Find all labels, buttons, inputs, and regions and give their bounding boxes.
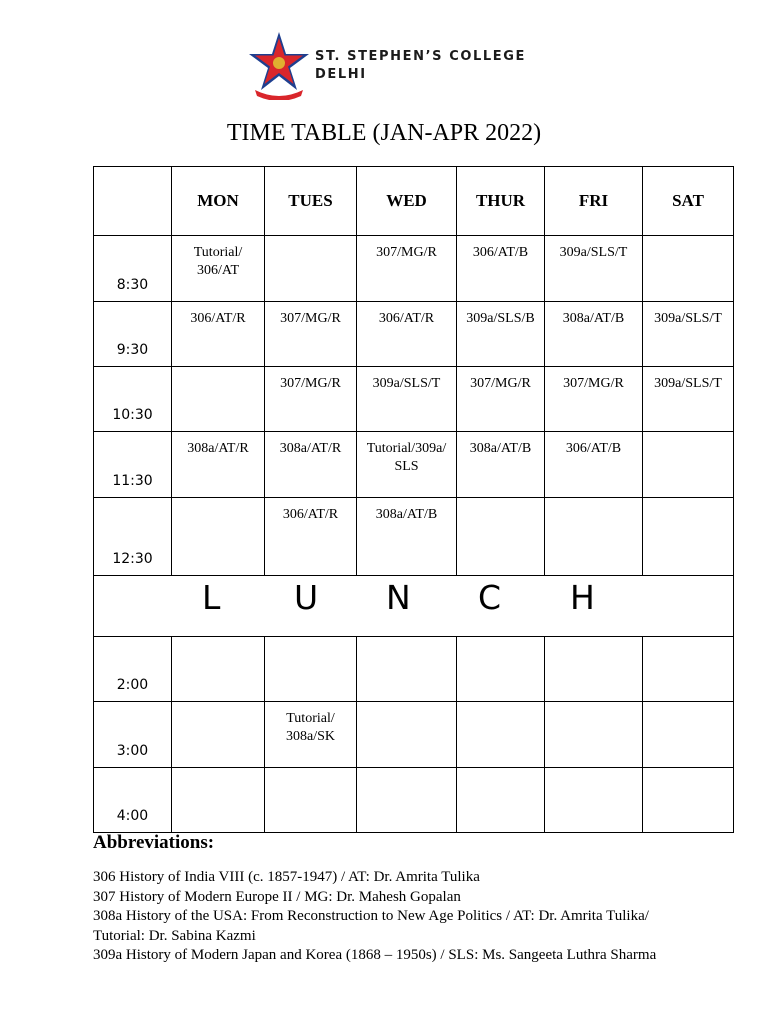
class-cell — [172, 367, 265, 432]
time-label: 10:30 — [94, 367, 172, 432]
class-cell: 307/MG/R — [545, 367, 643, 432]
day-header: THUR — [457, 167, 545, 236]
abbreviation-line: 306 History of India VIII (c. 1857-1947) / AT: Dr. Amrita Tulika — [93, 869, 480, 885]
class-cell: 306/AT/R — [265, 498, 357, 576]
class-cell: 307/MG/R — [457, 367, 545, 432]
time-row — [94, 236, 734, 302]
class-cell — [545, 498, 643, 576]
class-cell — [172, 768, 265, 833]
corner-cell — [94, 167, 172, 236]
class-cell — [643, 236, 734, 302]
class-cell — [457, 637, 545, 702]
class-cell — [545, 768, 643, 833]
class-cell: 309a/SLS/T — [545, 236, 643, 302]
class-cell: 309a/SLS/T — [357, 367, 457, 432]
class-cell: 308a/AT/B — [357, 498, 457, 576]
class-cell: 309a/SLS/T — [643, 367, 734, 432]
class-cell: 306/AT/B — [457, 236, 545, 302]
time-row — [94, 302, 734, 367]
class-cell: 308a/AT/B — [457, 432, 545, 498]
class-cell — [172, 637, 265, 702]
class-cell — [643, 702, 734, 768]
class-cell — [457, 702, 545, 768]
class-cell — [265, 768, 357, 833]
class-cell — [643, 768, 734, 833]
time-label: 12:30 — [94, 498, 172, 576]
class-cell: 307/MG/R — [357, 236, 457, 302]
class-cell: 307/MG/R — [265, 367, 357, 432]
college-crest-icon — [247, 32, 311, 100]
class-cell — [457, 498, 545, 576]
lunch-banner — [94, 576, 734, 637]
class-cell: 307/MG/R — [265, 302, 357, 367]
class-cell: 306/AT/B — [545, 432, 643, 498]
class-cell: 306/AT/R — [357, 302, 457, 367]
class-cell: 309a/SLS/T — [643, 302, 734, 367]
lunch-letter: N — [386, 578, 411, 617]
abbreviation-line: 308a History of the USA: From Reconstruction to New Age Politics / AT: Dr. Amrita Tulika/ — [93, 908, 649, 924]
class-cell: 309a/SLS/B — [457, 302, 545, 367]
class-cell — [457, 768, 545, 833]
time-row — [94, 768, 734, 833]
lunch-letter: H — [570, 578, 595, 617]
day-header: TUES — [265, 167, 357, 236]
class-cell: 308a/AT/R — [265, 432, 357, 498]
class-cell — [265, 637, 357, 702]
class-cell: Tutorial/309a/ SLS — [357, 432, 457, 498]
header-row — [94, 167, 734, 236]
abbreviation-line: 307 History of Modern Europe II / MG: Dr. Mahesh Gopalan — [93, 888, 461, 905]
lunch-letter: C — [478, 578, 502, 617]
abbreviation-line: Tutorial: Dr. Sabina Kazmi — [93, 927, 256, 944]
class-cell — [545, 637, 643, 702]
class-cell — [357, 637, 457, 702]
class-cell — [643, 637, 734, 702]
time-label: 11:30 — [94, 432, 172, 498]
class-cell: 306/AT/R — [172, 302, 265, 367]
time-row — [94, 498, 734, 576]
lunch-letter: L — [202, 578, 221, 617]
lunch-row — [94, 576, 734, 637]
day-header: SAT — [643, 167, 734, 236]
time-row — [94, 432, 734, 498]
abbreviation-line: 309a History of Modern Japan and Korea (1868 – 1950s) / SLS: Ms. Sangeeta Luthra Sharma — [93, 947, 657, 963]
class-cell: Tutorial/ 306/AT — [172, 236, 265, 302]
class-cell: 308a/AT/R — [172, 432, 265, 498]
time-label: 4:00 — [94, 768, 172, 833]
class-cell — [357, 702, 457, 768]
lunch-letter: U — [294, 578, 319, 617]
class-cell — [172, 702, 265, 768]
class-cell — [643, 432, 734, 498]
class-cell: 308a/AT/B — [545, 302, 643, 367]
day-header: MON — [172, 167, 265, 236]
class-cell — [545, 702, 643, 768]
abbreviations-list — [93, 868, 713, 966]
timetable — [93, 166, 734, 833]
time-label: 2:00 — [94, 637, 172, 702]
college-logo — [247, 32, 567, 100]
abbreviations-heading: Abbreviations: — [93, 832, 215, 853]
time-row — [94, 702, 734, 768]
class-cell — [357, 768, 457, 833]
day-header: WED — [357, 167, 457, 236]
day-header: FRI — [545, 167, 643, 236]
college-name — [315, 48, 526, 84]
time-row — [94, 637, 734, 702]
time-label: 3:00 — [94, 702, 172, 768]
class-cell — [172, 498, 265, 576]
college-name-line2: DELHI — [315, 67, 367, 82]
class-cell — [643, 498, 734, 576]
page-title: TIME TABLE (JAN-APR 2022) — [226, 120, 542, 146]
class-cell: Tutorial/ 308a/SK — [265, 702, 357, 768]
time-row — [94, 367, 734, 432]
time-label: 9:30 — [94, 302, 172, 367]
time-label: 8:30 — [94, 236, 172, 302]
college-name-line1: ST. STEPHEN’S COLLEGE — [315, 49, 527, 64]
class-cell — [265, 236, 357, 302]
